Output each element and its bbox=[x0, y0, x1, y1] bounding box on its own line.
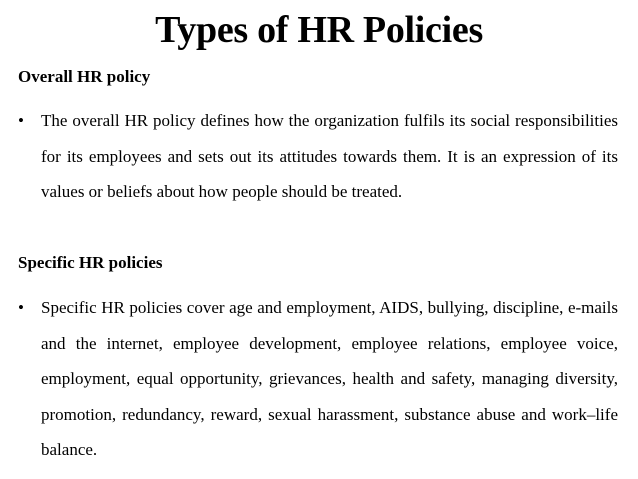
section-heading-overall: Overall HR policy bbox=[18, 67, 151, 86]
bullet-text-specific: Specific HR policies cover age and employment, AIDS, bullying, discipline, e-mails and the internet, employee development, employee relations, employee voice, employment, equal opportunity, grievances, health and safety, managing diversity, promotion, redundancy, reward, sexual harassment, substance abuse and work–life balance. bbox=[41, 298, 618, 459]
bullet-icon: • bbox=[18, 298, 24, 317]
bullet-text-overall: The overall HR policy defines how the organization fulfils its social responsibilities for its employees and sets out its attitudes towards them. It is an expression of its values or beliefs about how people should be treated. bbox=[41, 111, 618, 201]
bullet-icon: • bbox=[18, 111, 24, 130]
slide-title: Types of HR Policies bbox=[155, 9, 483, 51]
bullet-item-specific bbox=[18, 290, 618, 468]
bullet-item-overall bbox=[18, 103, 618, 210]
section-heading-specific: Specific HR policies bbox=[18, 253, 163, 272]
